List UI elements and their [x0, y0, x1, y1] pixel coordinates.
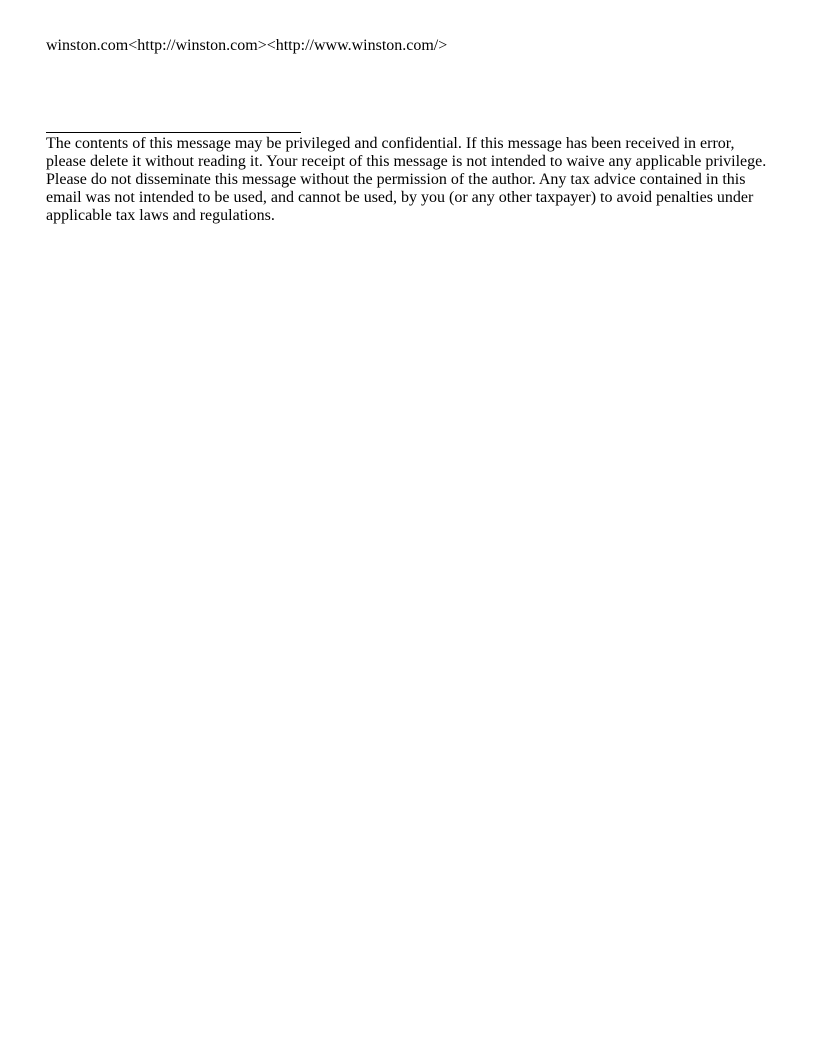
separator-rule: [46, 132, 301, 133]
blank-space: [46, 56, 776, 132]
url-line: winston.com<http://winston.com><http://www.winston.com/>: [46, 37, 448, 54]
confidentiality-disclaimer: The contents of this message may be privileged and confidential. If this message has been received in error, please delete it without reading it. Your receipt of this message is not intended to waive any applicable privilege. Please do not disseminate this message without the permission of the author. Any tax advice contained in this email was not intended to be used, and cannot be used, by you (or any other taxpayer) to avoid penalties under applicable tax laws and regulations.: [46, 135, 767, 224]
email-page: [46, 36, 776, 225]
